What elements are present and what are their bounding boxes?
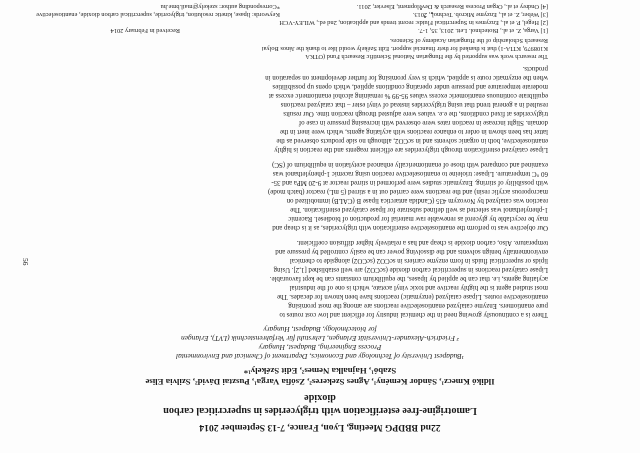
footnote-correspondence: *Corresponding author: szekely@mail.bme.hu <box>160 3 280 10</box>
body-line: macroporous acrylic resin) and the reactions were carried out in a stirred (5 mL) reactor (batch mode) <box>267 188 548 195</box>
body-line: acylating agents, i.e. that can be applied by lipases, the equilibrium constants can be kept favourable. <box>269 275 548 282</box>
page-number: 56 <box>21 258 30 266</box>
paper-title-line-1: Lamotrigine-free esterification with triglycerides in supercritical carbon <box>163 405 477 416</box>
body-line: when the enzymatic route is applied, which is very promising for further development on separation in <box>265 74 548 81</box>
body-line: pure enantiomers. Enzyme catalyzed enantioselective reactions are among the most promising <box>288 302 548 309</box>
reference-item: [4] Ondrey et al., Organ Process Research & Development, Elsevier, 2011. <box>356 3 548 10</box>
body-line: lipids or supercritical fluids in form enzyme carriers in scCO2 (scCO2) alongside to chemical <box>289 257 548 264</box>
body-line: products. <box>522 65 548 72</box>
affiliation-line-2: Process Engineering, Budapest, Hungary <box>258 343 382 352</box>
reference-item: [3] Weber, Z. et al., Enzyme Microb. Technol., 2013. <box>412 11 548 18</box>
reference-item: [1] Varga, Z. et al., Biotechnol. Lett. 2013, 35, 1-7. <box>417 27 548 34</box>
body-line: There is a continuously growing need in the chemical industry for efficient and low cost routes to <box>279 311 548 318</box>
conference-header: 22nd BBDPG Meeting, Lyon, France, 7-13 September 2014 <box>199 422 441 433</box>
body-line: enantioselective routes. Lipase catalyzed (enzymatic) reactions have been known for decades. The <box>277 293 548 300</box>
acknowledgement-line: Research Scholarship of the Hungarian Academy of Sciences. <box>389 37 548 44</box>
body-line: moderate temperature and pressure under operating conditions applied, which opens up possibilities <box>272 83 548 90</box>
body-line: latter has been shown in order to enhance reactions with acylating agents, which were inert in the <box>279 128 548 135</box>
body-line: with possibility of stirring. Enzymatic studies were performed in stirred reactor at 9-20 MPa and 35- <box>271 179 548 186</box>
acknowledgement-line: The research work was supported by the Hungarian National Scientific Research Fund (OTKA <box>305 53 548 60</box>
body-line: Our objective was to perform the enantioselective esterification with triglycerides, as it is cheap and <box>272 224 548 231</box>
body-line: equilibrate continuous enantiomeric excess values 95-99 % remaining alcohol enantiomeric excess at <box>268 92 548 99</box>
reference-item: [2] Hegel, P. et al., Enzymes in Supercritical Fluids: recent trends and application, 2nd ed., WILEY-VCH <box>279 19 548 26</box>
body-line: triglycerides at fixed conditions, the e.e. values were adjusted through reaction time. Our results <box>283 110 548 117</box>
body-line: Lipase catalyzed reactions in supercritical carbon dioxide (scCO2) are well established [1,2]. Using <box>273 266 548 273</box>
body-line: 60 °C temperature. Lipase: trioleine to enantioselective reaction using racemic 1-phenylethanol was <box>272 170 548 177</box>
body-line: 1-phenylethanol was selected as well defined substrate for lipase catalyzed esterification. The <box>290 206 548 213</box>
affiliation-line-3: ² Friedrich-Alexander-Universität Erlangen, Lehrstuhl für Verfahrenstechnik (LVT), Erlangen <box>181 334 460 343</box>
body-line: Lipase catalyzed esterification through triglycerides are efficient reagents and the reaction is highly <box>274 146 548 153</box>
body-line: most studied agent is the highly reactive and toxic vinyl acetate, which is one of the industrial <box>289 284 548 291</box>
authors-line-1: Ildikó Kmecz¹, Sándor Kemény¹, Agnes Szekeres², Zsófia Varga¹, Pusztai Dávid², Szilvia Elise <box>145 377 495 387</box>
affiliation-line-1: ¹Budapest University of Technology and Economics, Department of Chemical and Environmental <box>176 352 465 361</box>
footnote-keywords: Keywords: lipase, kinetic resolution, triglyceride, supercritical carbon dioxide, enantioselective <box>36 11 280 18</box>
body-line: may be recyclable by glycerol as renewable raw material for production of biodiesel. Racemic <box>288 215 548 222</box>
affiliation-line-4: for biotechnology, Budapest, Hungary <box>263 325 377 334</box>
body-line: enantioselective, both in organic solvents and in scCO2, although no side products observed as the <box>276 137 548 144</box>
body-line: environmentally benign solvents and the dissolving power can be easily controlled by pressure and <box>275 248 548 255</box>
body-line: examined and compared with those of enantiomerically enhanced acetylation in equilibrium of (SC) <box>272 161 548 168</box>
paper-title-line-2: dioxide <box>304 392 336 403</box>
acknowledgement-line: K108979, KTIA-1) that is thanked for their financial support. Edit Székely would like to thank the János Bolyai <box>261 45 548 52</box>
body-line: domain. Slight increase in reaction rates were observed with increasing pressure in case of <box>298 119 548 126</box>
authors-line-2: Szabó¹, Hajnalka Nemes², Edit Székely¹* <box>243 366 397 376</box>
body-line: temperature. Also, carbon dioxide is cheap and has a relatively higher diffusion coefficient. <box>296 239 548 246</box>
footnote-received: Received in February 2014 <box>110 27 180 34</box>
body-line: resulted in a general trend that using triglycerides instead of vinyl ester – that catalyzed reactions <box>280 101 548 108</box>
body-line: reaction was catalyzed by Novozym 435 (Candida antarctica lipase B (CALB) immobilized on <box>286 197 548 204</box>
